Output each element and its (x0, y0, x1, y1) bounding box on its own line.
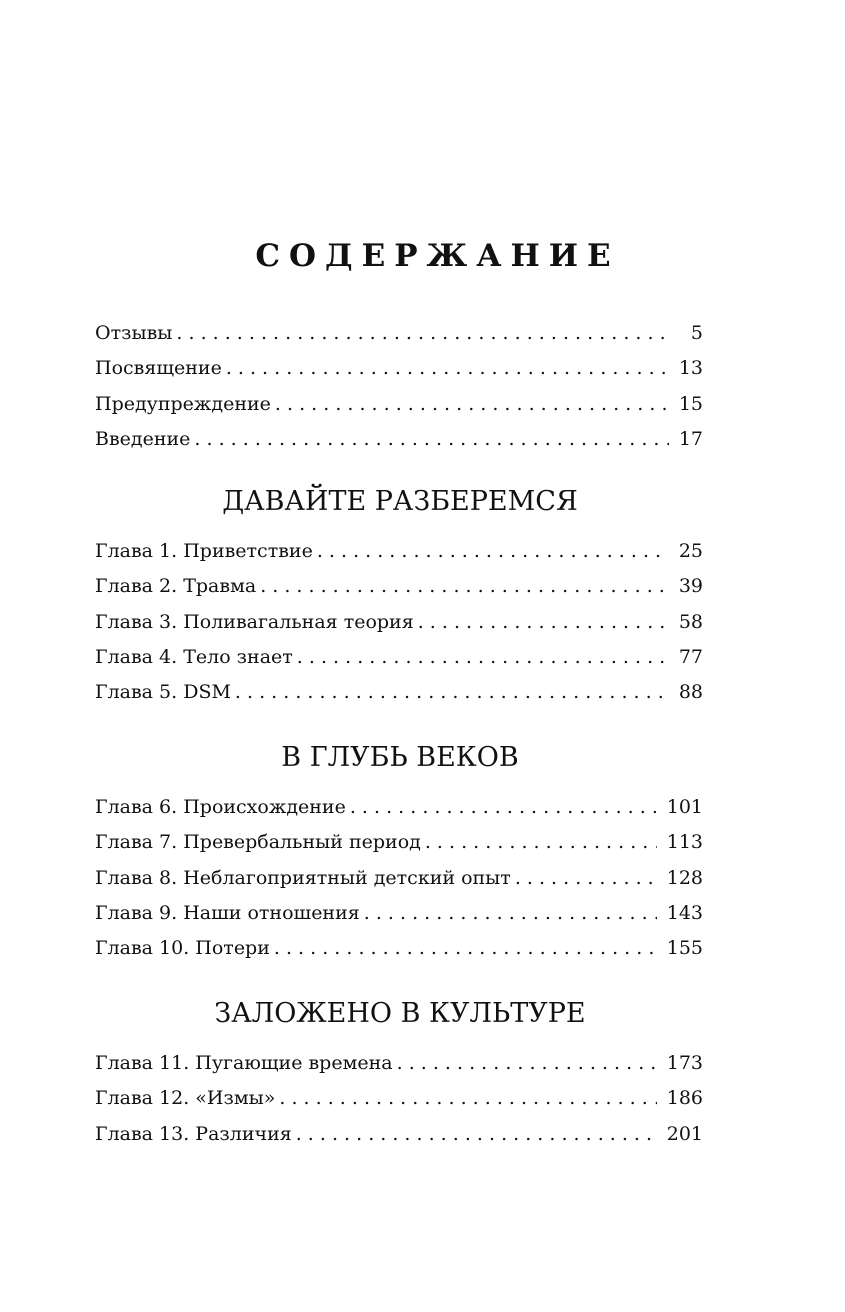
dot-leader (279, 1081, 656, 1116)
toc-entry-label: Глава 7. Превербальный период (95, 825, 425, 860)
toc-entry-label: Глава 2. Травма (95, 569, 260, 604)
toc-entry-page: 201 (666, 1122, 703, 1145)
toc-entry[interactable] (95, 422, 703, 457)
toc-entry[interactable] (95, 861, 703, 896)
toc-entry-label: Глава 8. Неблагоприятный детский опыт (95, 861, 515, 896)
toc-entry[interactable] (95, 931, 703, 966)
toc-entry[interactable] (95, 605, 703, 640)
toc-entry[interactable] (95, 675, 703, 710)
toc-entry-label: Глава 13. Различия (95, 1117, 296, 1152)
toc-entry-label: Глава 3. Поливагальная теория (95, 605, 418, 640)
dot-leader (425, 825, 657, 860)
toc-entry[interactable] (95, 1081, 703, 1116)
toc-entry-page: 25 (678, 540, 703, 562)
page-title: СОДЕРЖАНИЕ (255, 238, 620, 274)
toc-entry-page: 155 (666, 937, 703, 960)
toc-entry-page: 88 (678, 681, 703, 704)
dot-leader (260, 569, 669, 604)
section-heading: ЗАЛОЖЕНО В КУЛЬТУРЕ (214, 998, 586, 1029)
toc-entry[interactable] (95, 351, 703, 386)
toc-entry-label: Посвящение (95, 351, 226, 386)
toc-entry-page: 5 (690, 322, 703, 344)
toc-entry[interactable] (95, 640, 703, 675)
toc-entry[interactable] (95, 569, 703, 604)
dot-leader (274, 931, 657, 966)
toc-entry-page: 39 (678, 575, 703, 598)
toc-entry-page: 128 (666, 866, 703, 889)
toc-entry-label: Глава 11. Пугающие времена (95, 1046, 397, 1081)
dot-leader (317, 534, 669, 569)
toc-entry-label: Глава 1. Приветствие (95, 534, 317, 569)
dot-leader (176, 316, 673, 351)
toc-entry-page: 13 (678, 357, 703, 380)
toc-entry[interactable] (95, 316, 703, 351)
toc-entry-label: Глава 12. «Измы» (95, 1081, 279, 1116)
section-heading: ДАВАЙТЕ РАЗБЕРЕМСЯ (222, 486, 578, 517)
dot-leader (418, 605, 669, 640)
toc-entry-page: 77 (678, 645, 703, 668)
section-list (95, 790, 703, 966)
dot-leader (275, 387, 669, 422)
toc-entry-label: Введение (95, 422, 194, 457)
toc-entry[interactable] (95, 896, 703, 931)
section-list (95, 534, 703, 710)
section-list (95, 1046, 703, 1152)
toc-entry-page: 17 (678, 427, 703, 450)
dot-leader (350, 790, 657, 825)
dot-leader (515, 861, 657, 896)
dot-leader (364, 896, 657, 931)
toc-entry[interactable] (95, 825, 703, 860)
section-heading: В ГЛУБЬ ВЕКОВ (281, 742, 519, 773)
dot-leader (297, 640, 669, 675)
dot-leader (397, 1046, 657, 1081)
toc-entry[interactable] (95, 387, 703, 422)
toc-entry-label: Предупреждение (95, 387, 275, 422)
toc-entry-label: Глава 10. Потери (95, 931, 274, 966)
toc-entry[interactable] (95, 790, 703, 825)
dot-leader (194, 422, 668, 457)
toc-entry[interactable] (95, 534, 703, 569)
toc-entry[interactable] (95, 1117, 703, 1152)
toc-entry-label: Отзывы (95, 316, 176, 351)
front-matter-list (95, 316, 703, 457)
toc-entry-page: 101 (666, 796, 703, 818)
toc-entry-page: 186 (666, 1087, 703, 1110)
dot-leader (235, 675, 669, 710)
toc-entry-label: Глава 9. Наши отношения (95, 896, 364, 931)
toc-entry-page: 173 (666, 1052, 703, 1074)
toc-entry[interactable] (95, 1046, 703, 1081)
toc-entry-page: 58 (678, 610, 703, 633)
toc-entry-label: Глава 5. DSM (95, 675, 235, 710)
dot-leader (296, 1117, 657, 1152)
dot-leader (226, 351, 669, 386)
toc-entry-page: 113 (666, 831, 703, 854)
toc-entry-label: Глава 6. Происхождение (95, 790, 350, 825)
toc-entry-label: Глава 4. Тело знает (95, 640, 297, 675)
toc-entry-page: 143 (666, 901, 703, 924)
toc-entry-page: 15 (678, 392, 703, 415)
